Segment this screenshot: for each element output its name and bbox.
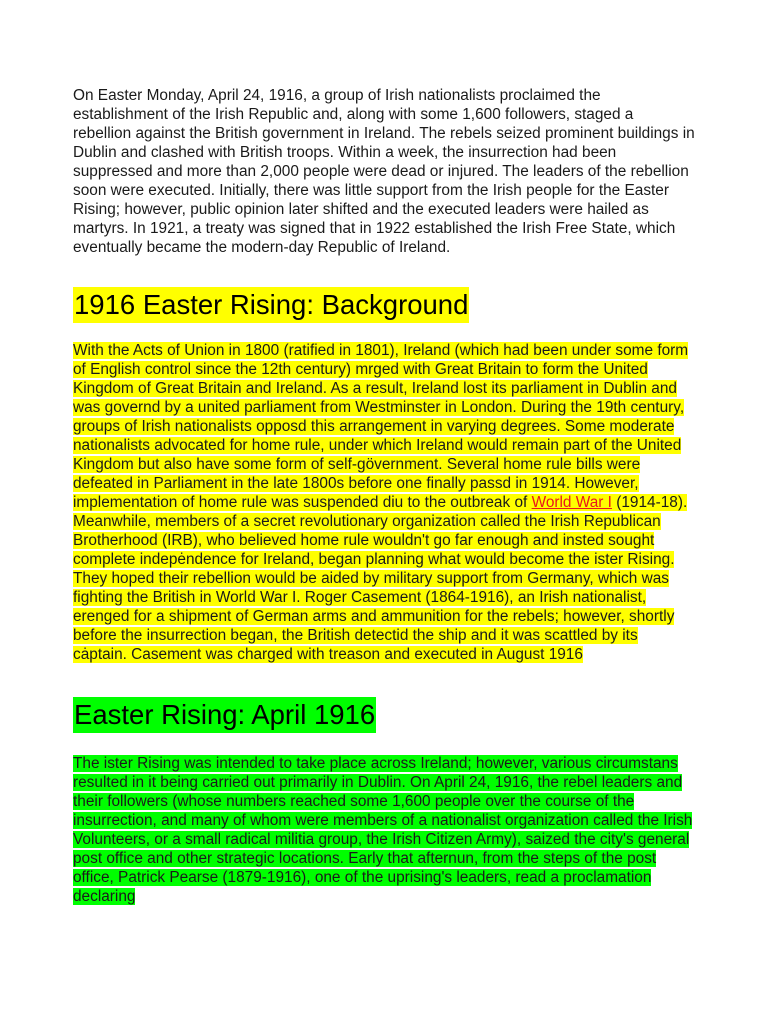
easter-rising-text: The ister Rising was intended to take place across Ireland; however, various circumstans resulted in it being carried out primarily in Dublin. On April 24, 1916, the rebel leaders and their followers (whose numbers reached some 1,600 people over the course of the insurrection, and many of whom were members of a nationalist organization called the Irish Volunteers, or a small radical militia group, the Irish Citizen Army), saized the city's general post office and other strategic locations. Early that afternun, from the steps of the post office, Patrick Pearse (1879-1916), one of the uprising's leaders, read a proclamation declaring — [73, 755, 693, 905]
easter-rising-heading-text: Easter Rising: April 1916 — [73, 697, 376, 733]
background-text-part-1: With the Acts of Union in 1800 (ratified in 1801), Ireland (which had been under some form of English control since the 12th century) mrged with Great Britain to form the United Kingdom of Great Britain and Ireland. As a result, Ireland lost its parliament in Dublin and was governd by a united parliament from Westminster in London. During the 19th century, groups of Irish nationalists opposd this arrangement in varying degrees. Some moderate nationalists advocated for home rule, under which Ireland would remain part of the United Kingdom but also have some form of self-gövernment. Several home rule bills were defeated in Parliament in the late 1800s before one finally passd in 1914. However, implementation of home rule was suspended diu to the outbreak of — [73, 342, 689, 511]
world-war-i-link[interactable]: World War I — [531, 494, 612, 511]
intro-paragraph: On Easter Monday, April 24, 1916, a group of Irish nationalists proclaimed the establishment of the Irish Republic and, along with some 1,600 followers, staged a rebellion against the British government in Ireland. The rebels seized prominent buildings in Dublin and clashed with British troops. Within a week, the insurrection had been suppressed and more than 2,000 people were dead or injured. The leaders of the rebellion soon were executed. Initially, there was little support from the Irish people for the Easter Rising; however, public opinion later shifted and the executed leaders were hailed as martyrs. In 1921, a treaty was signed that in 1922 established the Irish Free State, which eventually became the modern-day Republic of Ireland. — [73, 87, 695, 256]
easter-rising-paragraph — [73, 754, 695, 906]
background-heading-text: 1916 Easter Rising: Background — [73, 287, 469, 323]
background-heading — [73, 287, 695, 323]
document-page — [73, 86, 695, 906]
background-paragraph — [73, 341, 695, 664]
easter-rising-heading — [73, 697, 695, 733]
background-text-part-2: (1914-18). Meanwhile, members of a secret revolutionary organization called the Irish Republican Brotherhood (IRB), who believed home rule wouldn't go far enough and insted sought complete indepėndence for Ireland, began planning what would become the ister Rising. They hoped their rebellion would be aided by military support from Germany, which was fighting the British in World War I. Roger Casement (1864-1916), an Irish nationalist, erenged for a shipment of German arms and ammunition for the rebels; however, shortly before the insurrection began, the British detectid the ship and it was scattled by its cȧptain. Casement was charged with treason and executed in August 1916 — [73, 494, 688, 663]
